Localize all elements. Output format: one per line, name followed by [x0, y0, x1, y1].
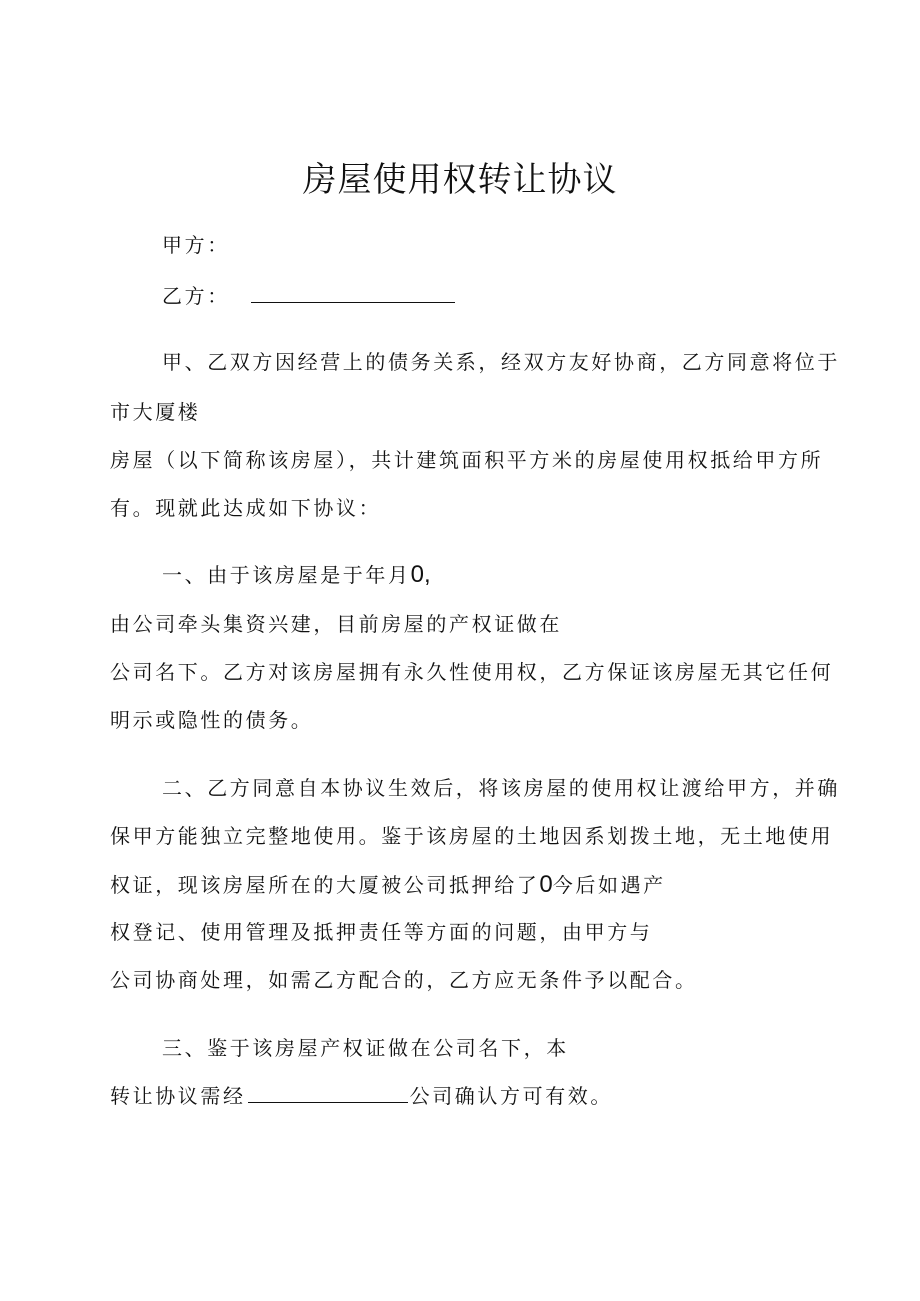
paragraph-2-line-2: 由公司牵头集资兴建，目前房屋的产权证做在 — [110, 612, 562, 636]
paragraph-4-line-2-b: 公司确认方可有效。 — [409, 1084, 614, 1108]
paragraph-3-line-3-mid: 0 — [539, 871, 553, 898]
paragraph-1-line-3: 房屋（以下简称该房屋），共计建筑面积平方米的房屋使用权抵给甲方所 — [110, 448, 824, 472]
paragraph-3-line-3-b: 今后如遇产 — [552, 873, 666, 897]
paragraph-1-line-4: 有。现就此达成如下协议： — [110, 496, 382, 520]
document-title: 房屋使用权转让协议 — [302, 160, 618, 200]
paragraph-3-line-1: 二、乙方同意自本协议生效后，将该房屋的使用权让渡给甲方，并确 — [162, 776, 840, 800]
paragraph-3-line-2: 保甲方能独立完整地使用。鉴于该房屋的土地因系划拨土地，无土地使用 — [110, 824, 834, 848]
party-b-line — [162, 282, 455, 310]
paragraph-2-line-1-end: 0, — [410, 561, 431, 588]
paragraph-2-line-3: 公司名下。乙方对该房屋拥有永久性使用权，乙方保证该房屋无其它任何 — [110, 660, 834, 684]
paragraph-2-line-1-text: 一、由于该房屋是于年月 — [162, 563, 411, 587]
party-a-label: 甲方： — [162, 233, 230, 257]
paragraph-3-line-3-a: 权证，现该房屋所在的大厦被公司抵押给了 — [110, 873, 540, 897]
paragraph-4-line-2 — [110, 1082, 613, 1110]
paragraph-1-line-2: 市大厦楼 — [110, 400, 201, 424]
paragraph-3-line-3 — [110, 871, 666, 899]
party-a-line — [162, 231, 230, 259]
paragraph-4-line-2-a: 转让协议需经 — [110, 1084, 246, 1108]
party-b-blank[interactable] — [251, 282, 455, 303]
paragraph-3-line-4: 权登记、使用管理及抵押责任等方面的问题，由甲方与 — [110, 920, 653, 944]
party-b-label: 乙方： — [162, 284, 230, 308]
paragraph-4-line-1: 三、鉴于该房屋产权证做在公司名下，本 — [162, 1036, 569, 1060]
paragraph-1-line-1: 甲、乙双方因经营上的债务关系，经双方友好协商，乙方同意将位于 — [162, 350, 840, 374]
paragraph-2-line-1 — [162, 561, 431, 589]
paragraph-2-line-4: 明示或隐性的债务。 — [110, 708, 314, 732]
company-blank[interactable] — [248, 1082, 408, 1103]
paragraph-3-line-5: 公司协商处理，如需乙方配合的，乙方应无条件予以配合。 — [110, 968, 698, 992]
